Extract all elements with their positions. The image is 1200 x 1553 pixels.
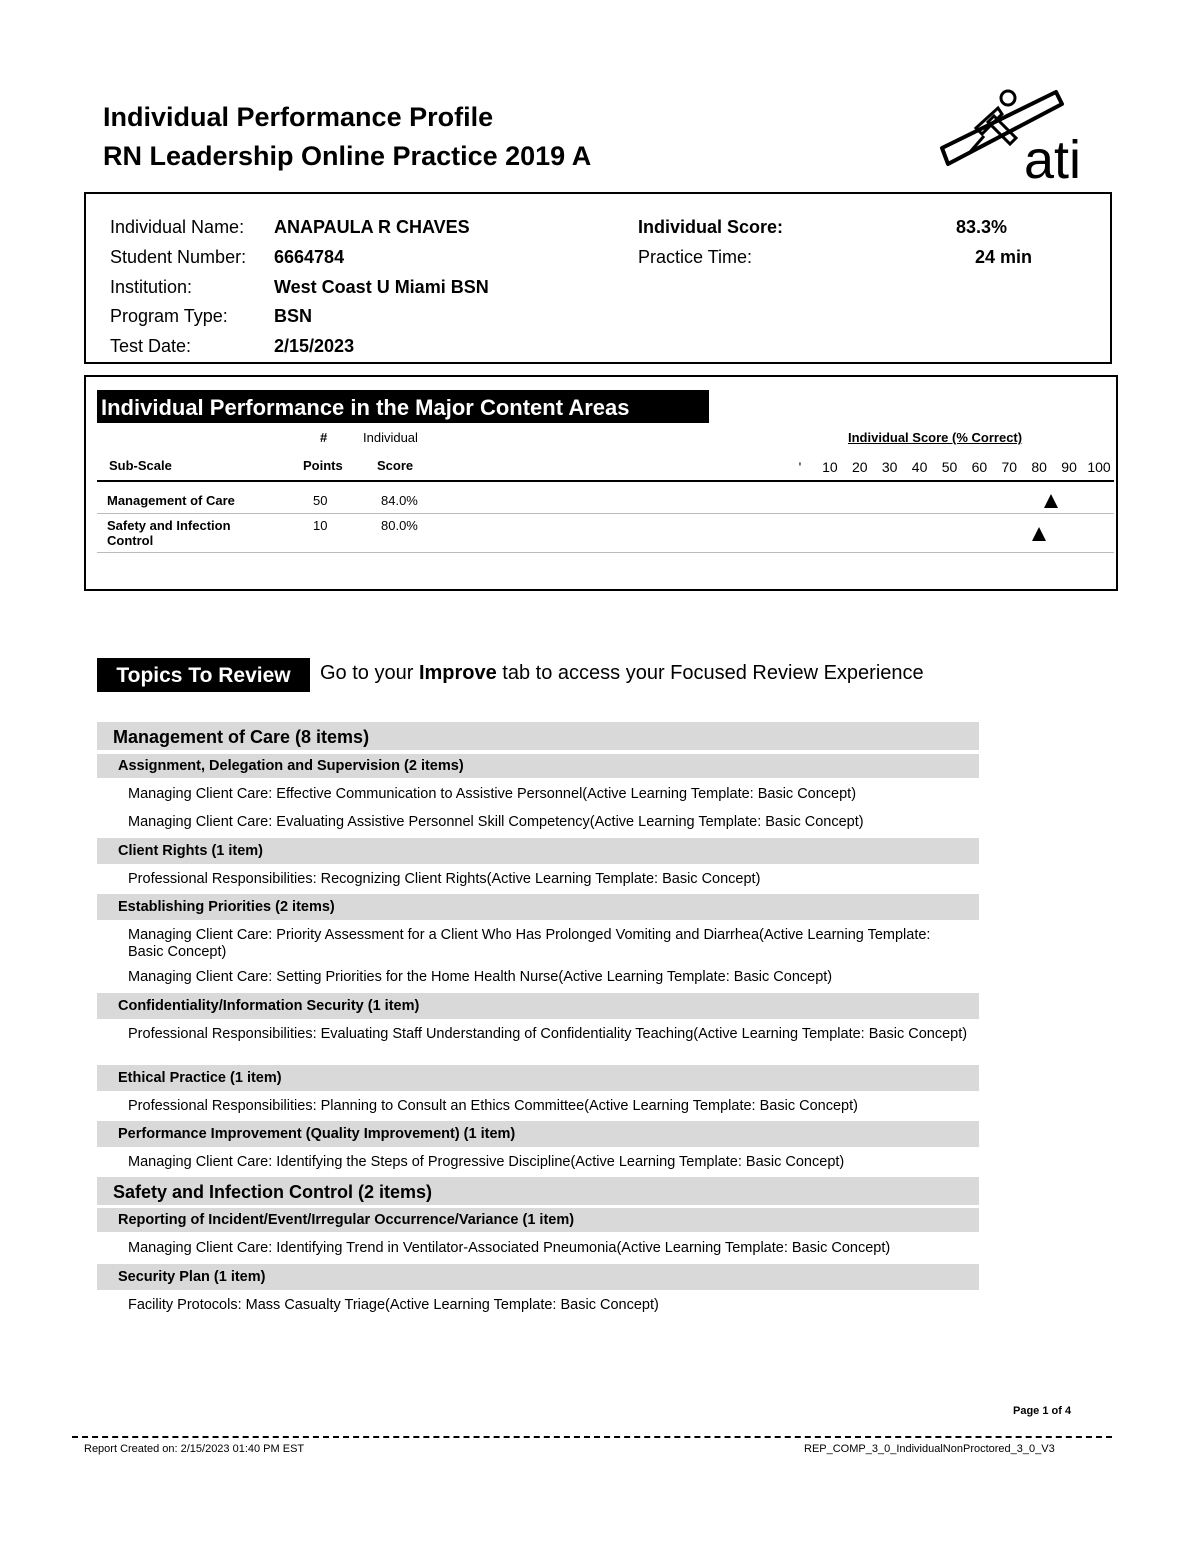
- axis-tick-label: 70: [1001, 459, 1018, 475]
- col-subscale: Sub-Scale: [109, 458, 172, 473]
- logo-text: ati: [1024, 130, 1082, 186]
- student-number-label: Student Number:: [110, 247, 247, 267]
- topic-item: Facility Protocols: Mass Casualty Triage(Active Learning Template: Basic Concept): [128, 1297, 659, 1313]
- institution-label: Institution:: [110, 277, 193, 297]
- subscale-points: 50: [313, 493, 328, 508]
- name-value: ANAPAULA R CHAVES: [274, 217, 470, 237]
- subscale-points: 10: [313, 518, 328, 533]
- topic-subcategory: Assignment, Delegation and Supervision (2 items): [97, 754, 979, 778]
- col-points: Points: [303, 458, 343, 473]
- chart-title: Individual Score (% Correct): [848, 430, 1023, 445]
- col-individual: Individual: [363, 430, 418, 445]
- ati-logo: [936, 86, 1106, 186]
- page-number: Page 1 of 4: [1013, 1405, 1072, 1417]
- score-marker: [1032, 527, 1046, 541]
- individual-score-label: Individual Score:: [638, 217, 784, 237]
- topic-subcategory: Ethical Practice (1 item): [97, 1065, 979, 1091]
- topic-item: Managing Client Care: Identifying Trend in Ventilator-Associated Pneumonia(Active Learning Template: Basic Concept): [128, 1240, 891, 1256]
- topic-subcategory: Establishing Priorities (2 items): [97, 894, 979, 920]
- subscale-name: Safety and Infection Control: [107, 518, 231, 548]
- program-type-value: BSN: [274, 306, 313, 326]
- axis-tick-label: 30: [881, 459, 898, 475]
- topic-item: Professional Responsibilities: Recognizing Client Rights(Active Learning Template: Basic Concept): [128, 871, 761, 887]
- test-date-label: Test Date:: [110, 336, 192, 356]
- report-created: Report Created on: 2/15/2023 01:40 PM EST: [84, 1443, 305, 1455]
- performance-banner: Individual Performance in the Major Content Areas: [97, 390, 709, 423]
- axis-tick-label: 20: [852, 459, 868, 475]
- page-title: Individual Performance Profile: [103, 102, 494, 132]
- practice-time-value: 24 min: [975, 247, 1033, 267]
- topic-subcategory: Confidentiality/Information Security (1 item): [97, 993, 979, 1019]
- row-divider: [97, 552, 1114, 553]
- practice-time-label: Practice Time:: [638, 247, 753, 267]
- topic-item: Managing Client Care: Priority Assessment for a Client Who Has Prolonged Vomiting and Diarrhea(Active Learning Template: Basic Concept): [128, 927, 931, 960]
- topic-item: Managing Client Care: Effective Communication to Assistive Personnel(Active Learning Template: Basic Concept): [128, 786, 857, 802]
- topic-item: Managing Client Care: Setting Priorities for the Home Health Nurse(Active Learning Template: Basic Concept): [128, 969, 833, 985]
- exam-title: RN Leadership Online Practice 2019 A: [103, 141, 592, 171]
- footer-divider: [72, 1436, 1112, 1438]
- axis-tick-label: 10: [822, 459, 838, 475]
- topic-category: Management of Care (8 items): [97, 722, 979, 750]
- axis-tick-label: 60: [971, 459, 988, 475]
- subscale-score: 84.0%: [381, 493, 418, 508]
- topic-subcategory: Performance Improvement (Quality Improvement) (1 item): [97, 1121, 979, 1147]
- axis-tick-label: ': [798, 459, 802, 475]
- topic-category: Safety and Infection Control (2 items): [97, 1177, 979, 1205]
- name-label: Individual Name:: [110, 217, 245, 237]
- topic-subcategory: Reporting of Incident/Event/Irregular Occurrence/Variance (1 item): [97, 1208, 979, 1232]
- topic-item: Professional Responsibilities: Planning to Consult an Ethics Committee(Active Learning Template: Basic Concept): [128, 1098, 858, 1114]
- col-hash: #: [320, 430, 328, 445]
- subscale-name: Management of Care: [107, 493, 235, 508]
- row-divider: [97, 513, 1114, 514]
- axis-tick-label: 80: [1031, 459, 1047, 475]
- topic-subcategory: Client Rights (1 item): [97, 838, 979, 864]
- individual-score-value: 83.3%: [956, 217, 1008, 237]
- student-number-value: 6664784: [274, 247, 345, 267]
- program-type-label: Program Type:: [110, 306, 228, 326]
- axis-tick-label: 90: [1061, 459, 1077, 475]
- score-marker: [1044, 494, 1058, 508]
- topic-item: Managing Client Care: Identifying the Steps of Progressive Discipline(Active Learning Template: Basic Concept): [128, 1154, 845, 1170]
- topic-item: Professional Responsibilities: Evaluating Staff Understanding of Confidentiality Teaching(Active Learning Template: Basic Concept): [128, 1026, 968, 1042]
- topics-banner: Topics To Review: [97, 658, 310, 692]
- topic-subcategory: Security Plan (1 item): [97, 1264, 979, 1290]
- col-score: Score: [377, 458, 414, 473]
- institution-value: West Coast U Miami BSN: [274, 277, 489, 297]
- axis-tick-label: 40: [911, 459, 928, 475]
- axis-tick-label: 100: [1087, 459, 1111, 475]
- header-rule: [97, 480, 1114, 482]
- topic-item: Managing Client Care: Evaluating Assistive Personnel Skill Competency(Active Learning Template: Basic Concept): [128, 814, 864, 830]
- topics-instruction: Go to your Improve tab to access your Focused Review Experience: [320, 662, 924, 684]
- report-code: REP_COMP_3_0_IndividualNonProctored_3_0_V3: [804, 1443, 1055, 1455]
- subscale-score: 80.0%: [381, 518, 418, 533]
- axis-tick-label: 50: [941, 459, 958, 475]
- test-date-value: 2/15/2023: [274, 336, 355, 356]
